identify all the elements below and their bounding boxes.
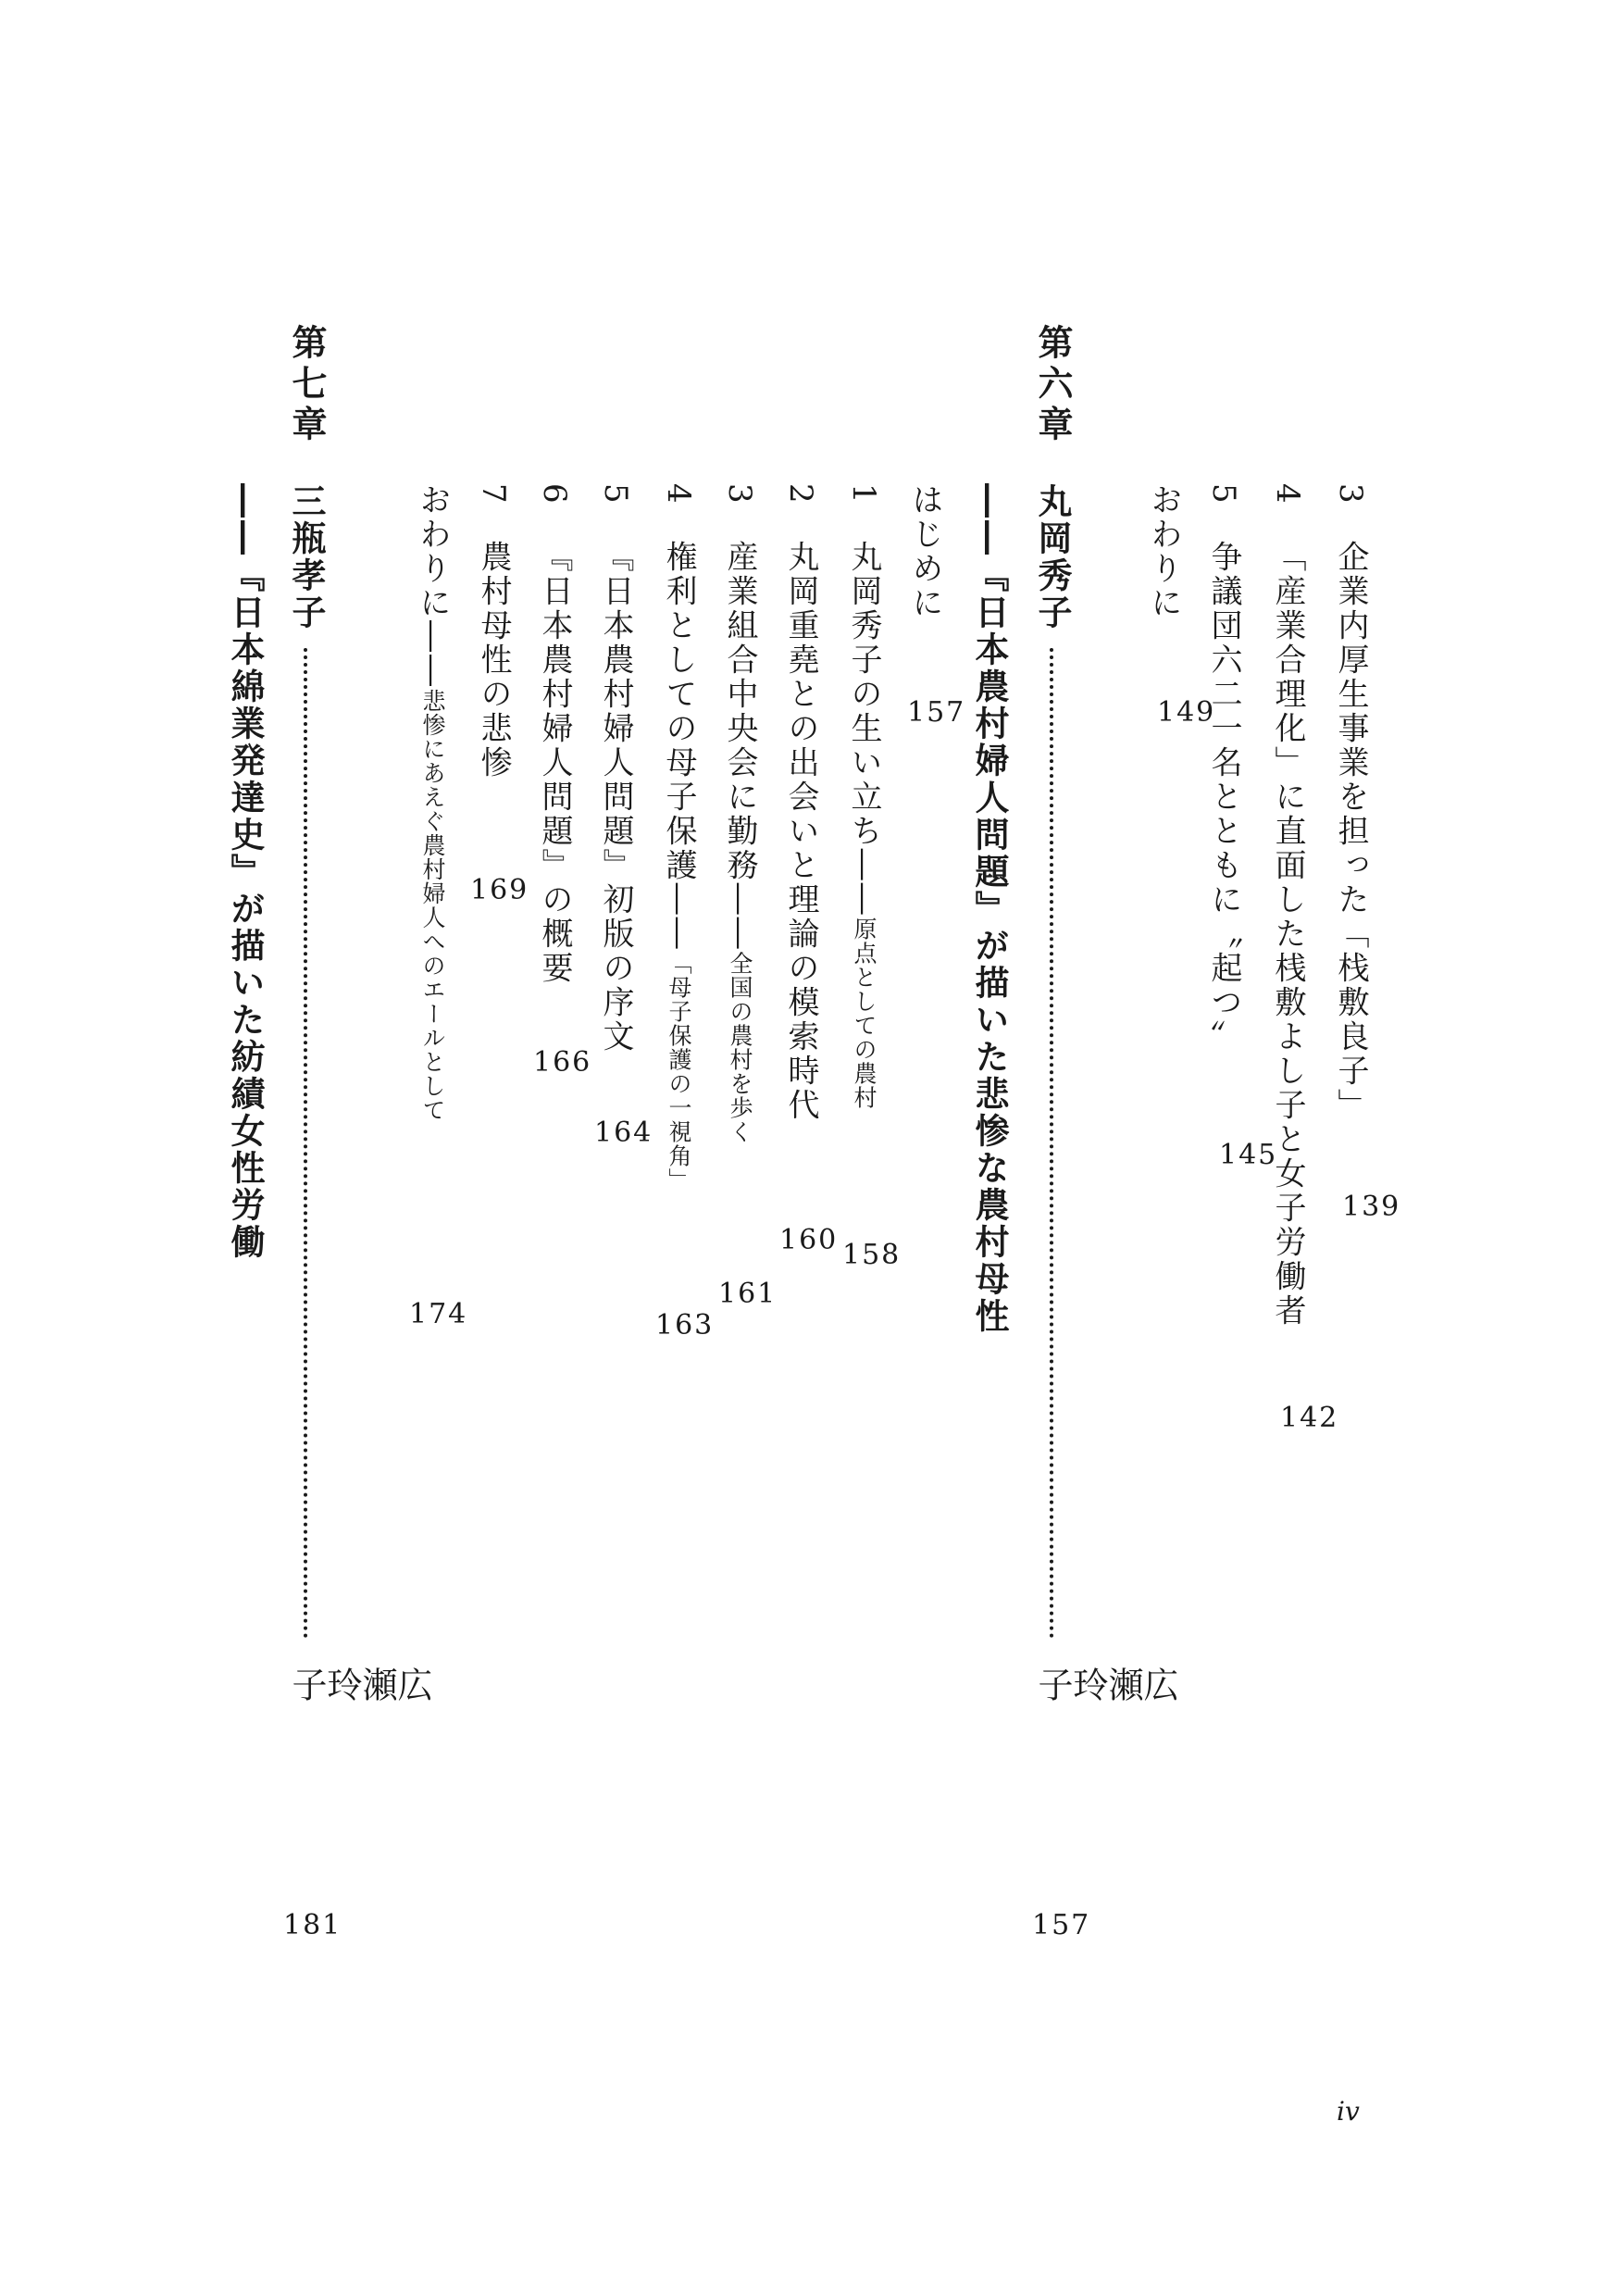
entry-subtitle: 悲惨にあえぐ農村婦人へのエールとして	[419, 689, 446, 1122]
chapter-person[interactable]: 丸岡秀子	[1032, 483, 1073, 631]
toc-entry-4[interactable]: 4権利としての母子保護――「母子保護の一視角」	[660, 483, 697, 1192]
chapter-subtitle: ――『日本農村婦人問題』が描いた悲惨な農村母性	[969, 483, 1010, 1335]
entry-subtitle: 「母子保護の一視角」	[666, 951, 692, 1192]
entry-page-number: 174	[409, 1298, 468, 1330]
toc-entry-owarini[interactable]	[1145, 483, 1182, 620]
entry-title: 『日本農村婦人問題』初版の序文	[597, 540, 634, 1054]
chapter-label: 第七章	[286, 324, 328, 446]
entry-page-number: 139	[1342, 1191, 1401, 1223]
entry-title: 『日本農村婦人問題』の概要	[536, 540, 573, 986]
toc-entry-3[interactable]: 3産業組合中央会に勤務――全国の農村を歩く	[721, 483, 758, 1144]
entry-title: 「産業合理化」に直面した桟敷よし子と女子労働者	[1269, 540, 1306, 1329]
entry-page-number: 158	[842, 1239, 902, 1271]
entry-title: 丸岡重堯との出会いと理論の模索時代	[782, 540, 819, 1123]
entry-page-number: 142	[1280, 1402, 1339, 1434]
entry-page-number: 160	[779, 1224, 839, 1256]
chapter-author: 広 瀬 玲 子	[1032, 1666, 1178, 1702]
entry-title: 企業内厚生事業を担った「栈敷良子」	[1332, 540, 1369, 1123]
toc-entry-6[interactable]: 6『日本農村婦人問題』の概要	[536, 483, 573, 986]
entry-number: 4	[1269, 483, 1306, 504]
toc-entry-hajimeni[interactable]	[906, 483, 943, 620]
entry-subtitle: 原点としての農村	[851, 917, 877, 1110]
entry-title: 産業組合中央会に勤務――	[721, 540, 758, 952]
leader-dots	[1050, 648, 1053, 1639]
entry-title: 争議団六二一名とともに〝起つ〟	[1205, 540, 1242, 1054]
entry-page-number: 149	[1157, 696, 1216, 729]
entry-number: 3	[1332, 483, 1369, 504]
entry-page-number: 161	[718, 1278, 778, 1310]
leader-dots	[304, 648, 307, 1639]
chapter-subtitle: ――『日本綿業発達史』が描いた紡績女性労働	[225, 483, 266, 1261]
entry-title: おわりに――	[414, 483, 451, 689]
entry-title: 農村母性の悲惨	[475, 540, 512, 780]
toc-entry-2[interactable]: 2丸岡重堯との出会いと理論の模索時代	[782, 483, 819, 1123]
chapter-page-number: 181	[283, 1909, 342, 1941]
entry-title: はじめに	[906, 483, 943, 620]
page-folio: iv	[1337, 2096, 1360, 2127]
toc-entry-4[interactable]	[1269, 483, 1306, 1329]
entry-title: おわりに	[1145, 483, 1182, 620]
chapter-author: 広 瀬 玲 子	[286, 1666, 432, 1702]
entry-page-number: 157	[907, 696, 966, 729]
entry-page-number: 145	[1219, 1139, 1278, 1171]
entry-page-number: 169	[470, 874, 529, 906]
toc-entry-5[interactable]: 5『日本農村婦人問題』初版の序文	[597, 483, 634, 1054]
toc-entry-owarini[interactable]	[414, 483, 451, 1122]
entry-number: 5	[1205, 483, 1242, 504]
chapter-page-number: 157	[1032, 1909, 1091, 1941]
entry-subtitle: 全国の農村を歩く	[727, 951, 753, 1144]
toc-entry-3[interactable]	[1332, 483, 1369, 1123]
entry-title: 丸岡秀子の生い立ち――	[845, 540, 882, 917]
entry-page-number: 164	[594, 1117, 653, 1149]
entry-title: 権利としての母子保護――	[660, 540, 697, 952]
entry-page-number: 166	[533, 1046, 592, 1079]
toc-entry-7[interactable]: 7農村母性の悲惨	[475, 483, 512, 780]
toc-entry-5[interactable]	[1205, 483, 1242, 1054]
chapter-person[interactable]: 三瓶孝子	[286, 483, 327, 631]
toc-entry-1[interactable]: 1丸岡秀子の生い立ち――原点としての農村	[845, 483, 882, 1110]
entry-page-number: 163	[655, 1309, 715, 1341]
chapter-label: 第六章	[1032, 324, 1074, 446]
